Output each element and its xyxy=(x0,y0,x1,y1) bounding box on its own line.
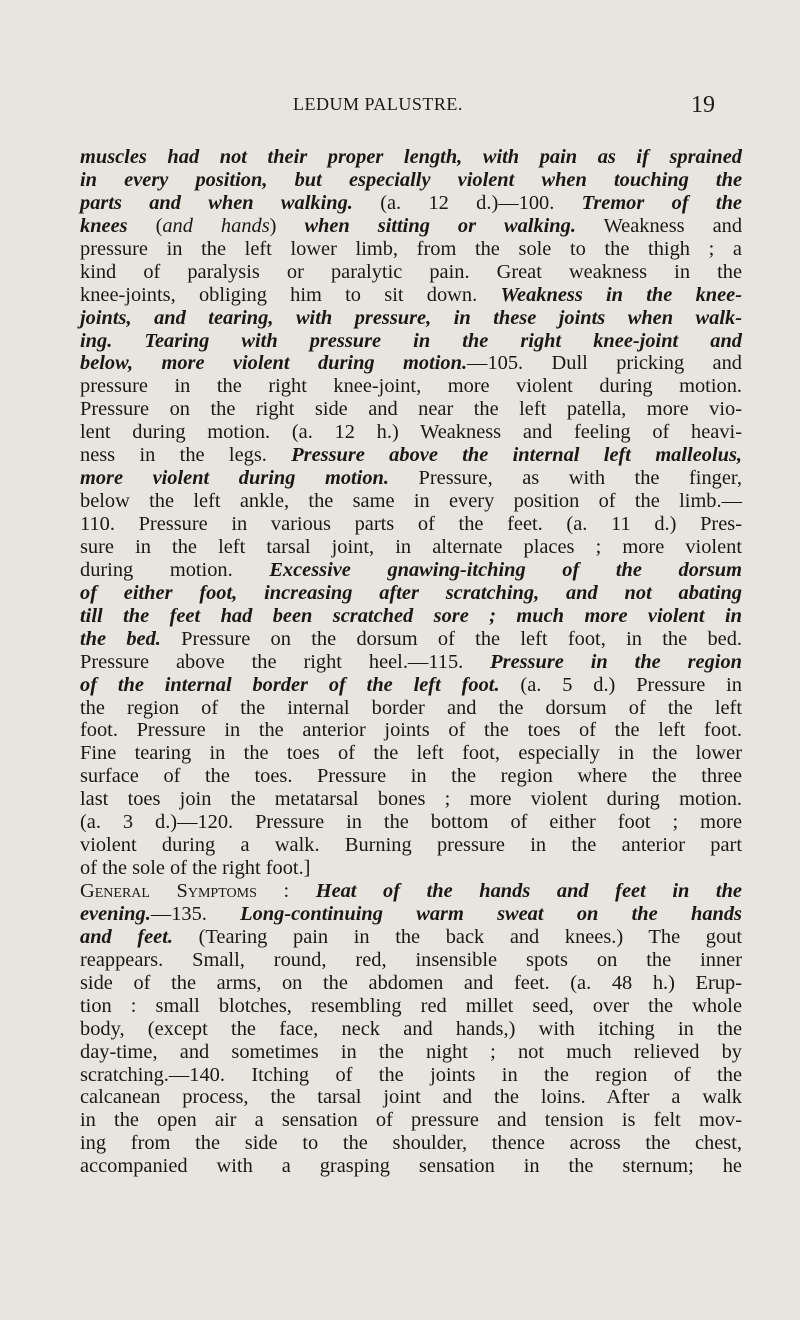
emphasized-text: of either foot, increasing after scratching, and not abating xyxy=(80,581,742,604)
text-line xyxy=(80,146,742,169)
text-run: ( xyxy=(127,214,163,237)
emphasized-text: parts and when walking. xyxy=(80,191,353,214)
text-line xyxy=(80,605,742,628)
text-line xyxy=(80,582,742,605)
text-line xyxy=(80,467,742,490)
text-line xyxy=(80,559,742,582)
text-line xyxy=(80,788,742,811)
text-run: lent during motion. (a. 12 h.) Weakness and feeling of heavi- xyxy=(80,421,742,444)
text-line xyxy=(80,903,742,926)
text-run: ness in the legs. xyxy=(80,444,292,467)
text-run: accompanied with a grasping sensation in the sternum; he xyxy=(80,1155,742,1178)
text-line xyxy=(80,261,742,284)
text-line xyxy=(80,215,742,238)
text-run: —135. xyxy=(150,902,241,925)
text-run: scratching.—140. Itching of the joints in the region of the xyxy=(80,1063,742,1086)
page-header xyxy=(0,86,800,126)
text-line xyxy=(80,811,742,834)
emphasized-text: and feet. xyxy=(80,925,173,948)
text-run: (a. 3 d.)—120. Pressure in the bottom of either foot ; more xyxy=(80,811,742,834)
text-run: of the sole of the right foot.] xyxy=(80,857,311,880)
text-run: tion : small blotches, resembling red millet seed, over the whole xyxy=(80,994,742,1017)
text-run: reappears. Small, round, red, insensible spots on the inner xyxy=(80,948,742,971)
text-run: the region of the internal border and the dorsum of the left xyxy=(80,696,742,719)
text-line xyxy=(80,536,742,559)
section-heading: General Symptoms xyxy=(80,880,257,902)
text-run: Weakness and xyxy=(575,214,743,237)
text-run: during motion. xyxy=(80,558,270,581)
text-run: pressure in the right knee-joint, more violent during motion. xyxy=(80,375,742,398)
emphasized-text: Excessive gnawing-itching of the dorsum xyxy=(269,558,742,581)
emphasized-text: knees xyxy=(80,214,128,237)
text-run: in the open air a sensation of pressure and tension is felt mov- xyxy=(80,1109,742,1132)
text-run: ing from the side to the shoulder, thence across the chest, xyxy=(80,1132,742,1155)
text-line xyxy=(80,1064,742,1087)
emphasized-text: below, more violent during motion. xyxy=(80,352,468,375)
text-run: side of the arms, on the abdomen and feet. (a. 48 h.) Erup- xyxy=(80,971,742,994)
text-run: foot. Pressure in the anterior joints of the toes of the left foot. xyxy=(80,719,742,742)
text-run: Pressure, as with the finger, xyxy=(388,467,742,490)
emphasized-text: joints, and tearing, with pressure, in these joints when walk- xyxy=(80,306,742,329)
text-run: knee-joints, obliging him to sit down. xyxy=(80,283,501,306)
text-run: (a. 12 d.)—100. xyxy=(352,191,582,214)
text-line xyxy=(80,352,742,375)
text-run: ) xyxy=(269,214,305,237)
text-line xyxy=(80,742,742,765)
text-line xyxy=(80,307,742,330)
text-line xyxy=(80,1018,742,1041)
text-line xyxy=(80,880,742,903)
text-run: sure in the left tarsal joint, in alternate places ; more violent xyxy=(80,535,742,558)
text-line xyxy=(80,719,742,742)
emphasized-text: when sitting or walking. xyxy=(304,214,576,237)
text-line xyxy=(80,169,742,192)
text-run: pressure in the left lower limb, from the sole to the thigh ; a xyxy=(80,237,742,260)
text-line xyxy=(80,949,742,972)
text-run: Fine tearing in the toes of the left foot, especially in the lower xyxy=(80,742,742,765)
text-run: calcanean process, the tarsal joint and the loins. After a walk xyxy=(80,1086,742,1109)
text-run: kind of paralysis or paralytic pain. Great weakness in the xyxy=(80,260,742,283)
emphasized-text: and hands xyxy=(162,214,270,237)
text-line xyxy=(80,926,742,949)
text-line xyxy=(80,651,742,674)
text-line xyxy=(80,857,742,880)
text-line xyxy=(80,1086,742,1109)
emphasized-text: the bed. xyxy=(80,627,161,650)
emphasized-text: more violent during motion. xyxy=(80,467,389,490)
text-line xyxy=(80,1155,742,1178)
text-line xyxy=(80,513,742,536)
text-line xyxy=(80,628,742,651)
emphasized-text: evening. xyxy=(80,902,151,925)
emphasized-text: Tremor of the xyxy=(581,191,742,214)
text-line xyxy=(80,995,742,1018)
text-run: below the left ankle, the same in every position of the limb.— xyxy=(80,490,742,513)
text-line xyxy=(80,1041,742,1064)
emphasized-text: Pressure in the region xyxy=(490,650,743,673)
text-run: 110. Pressure in various parts of the feet. (a. 11 d.) Pres- xyxy=(80,513,742,535)
text-line xyxy=(80,421,742,444)
text-run: : xyxy=(256,880,316,902)
text-line xyxy=(80,444,742,467)
text-line xyxy=(80,765,742,788)
emphasized-text: in every position, but especially violent when touching the xyxy=(80,168,742,191)
text-line xyxy=(80,398,742,421)
emphasized-text: of the internal border of the left foot. xyxy=(80,673,500,696)
emphasized-text: Weakness in the knee- xyxy=(500,283,742,306)
text-run: Pressure on the right side and near the left patella, more vio- xyxy=(80,398,742,421)
text-line xyxy=(80,284,742,307)
text-run: body, (except the face, neck and hands,) with itching in the xyxy=(80,1017,742,1040)
text-line xyxy=(80,330,742,353)
text-run: (Tearing pain in the back and knees.) The gout xyxy=(173,925,742,948)
emphasized-text: Pressure above the internal left malleolus, xyxy=(291,444,742,467)
text-line xyxy=(80,834,742,857)
text-line xyxy=(80,697,742,720)
text-run: —105. Dull pricking and xyxy=(467,352,742,375)
text-line xyxy=(80,375,742,398)
text-line xyxy=(80,490,742,513)
text-run: violent during a walk. Burning pressure in the anterior part xyxy=(80,834,742,857)
text-line xyxy=(80,1109,742,1132)
body-text xyxy=(80,146,742,1178)
text-line xyxy=(80,674,742,697)
page-number: 19 xyxy=(691,92,715,118)
emphasized-text: ing. Tearing with pressure in the right knee-joint and xyxy=(80,329,742,352)
text-run: last toes join the metatarsal bones ; more violent during motion. xyxy=(80,788,742,811)
text-run: Pressure on the dorsum of the left foot, in the bed. xyxy=(160,627,742,650)
emphasized-text: till the feet had been scratched sore ; much more violent in xyxy=(80,604,742,627)
emphasized-text: Heat of the hands and feet in the xyxy=(315,880,742,902)
running-head: LEDUM PALUSTRE. xyxy=(293,94,463,114)
text-run: surface of the toes. Pressure in the region where the three xyxy=(80,765,742,788)
text-line xyxy=(80,1132,742,1155)
text-run: Pressure above the right heel.—115. xyxy=(80,650,491,673)
text-line xyxy=(80,972,742,995)
text-line xyxy=(80,238,742,261)
text-run: (a. 5 d.) Pressure in xyxy=(499,673,743,696)
text-line xyxy=(80,192,742,215)
emphasized-text: muscles had not their proper length, with pain as if sprained xyxy=(80,146,742,168)
text-run: day-time, and sometimes in the night ; not much relieved by xyxy=(80,1040,742,1063)
emphasized-text: Long-continuing warm sweat on the hands xyxy=(240,902,742,925)
